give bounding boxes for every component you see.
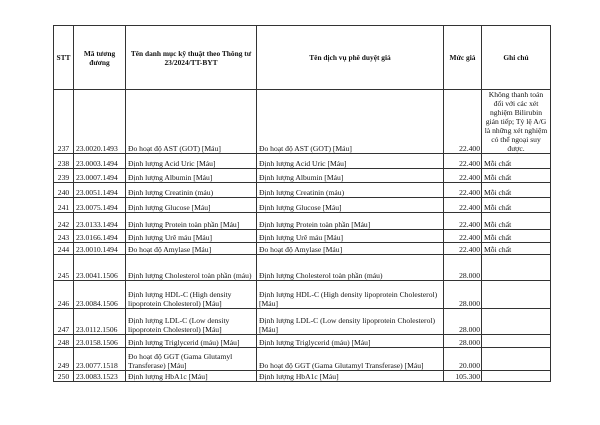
cell-name-service: Định lượng Triglycerid (máu) [Máu]	[257, 335, 444, 348]
cell-note: Mỗi chất	[482, 230, 551, 243]
cell-name-service: Định lượng Cholesterol toàn phần (máu)	[257, 255, 444, 281]
cell-code: 23.0010.1494	[74, 243, 126, 255]
header-stt: STT	[54, 26, 74, 90]
cell-note	[482, 255, 551, 281]
cell-name-service: Định lượng Protein toàn phần [Máu]	[257, 213, 444, 230]
header-code: Mã tương đương	[74, 26, 126, 90]
cell-stt: 242	[54, 213, 74, 230]
cell-note	[482, 371, 551, 382]
cell-price: 22.400	[444, 243, 482, 255]
cell-name-tt: Định lượng Albumin [Máu]	[126, 169, 257, 183]
cell-note	[482, 335, 551, 348]
cell-note: Mỗi chất	[482, 154, 551, 169]
cell-note	[482, 281, 551, 309]
cell-code: 23.0112.1506	[74, 309, 126, 335]
cell-code: 23.0051.1494	[74, 183, 126, 198]
table-row	[54, 198, 551, 213]
cell-name-tt: Định lượng HbA1c [Máu]	[126, 371, 257, 382]
cell-note	[482, 348, 551, 371]
cell-note: Mỗi chất	[482, 198, 551, 213]
cell-price: 105.300	[444, 371, 482, 382]
cell-code: 23.0003.1494	[74, 154, 126, 169]
price-table	[53, 25, 551, 382]
cell-stt: 248	[54, 335, 74, 348]
cell-code: 23.0041.1506	[74, 255, 126, 281]
cell-name-service: Định lượng Glucose [Máu]	[257, 198, 444, 213]
table-row	[54, 154, 551, 169]
cell-name-service: Định lượng Acid Uric [Máu]	[257, 154, 444, 169]
cell-note: Mỗi chất	[482, 243, 551, 255]
table-row	[54, 183, 551, 198]
cell-name-service: Định lượng Urê máu [Máu]	[257, 230, 444, 243]
cell-name-service: Đo hoạt độ Amylase [Máu]	[257, 243, 444, 255]
table-row	[54, 255, 551, 281]
table-row	[54, 309, 551, 335]
cell-code: 23.0158.1506	[74, 335, 126, 348]
cell-price: 22.400	[444, 198, 482, 213]
cell-price: 28.000	[444, 335, 482, 348]
cell-price: 22.400	[444, 154, 482, 169]
cell-price: 28.000	[444, 281, 482, 309]
cell-price: 28.000	[444, 309, 482, 335]
cell-price: 22.400	[444, 90, 482, 154]
table-row	[54, 213, 551, 230]
cell-code: 23.0083.1523	[74, 371, 126, 382]
cell-stt: 250	[54, 371, 74, 382]
cell-name-tt: Đo hoạt độ Amylase [Máu]	[126, 243, 257, 255]
table-row	[54, 243, 551, 255]
cell-price: 22.400	[444, 183, 482, 198]
cell-name-service: Định lượng HbA1c [Máu]	[257, 371, 444, 382]
header-name-service: Tên dịch vụ phê duyệt giá	[257, 26, 444, 90]
cell-name-tt: Định lượng Protein toàn phần [Máu]	[126, 213, 257, 230]
cell-code: 23.0084.1506	[74, 281, 126, 309]
cell-note: Không thanh toán đối với các xét nghiệm Bilirubin gián tiếp; Tỷ lệ A/G là những xét nghiệm có thể ngoại suy được.	[482, 90, 551, 154]
cell-price: 22.400	[444, 213, 482, 230]
cell-stt: 245	[54, 255, 74, 281]
table-row	[54, 281, 551, 309]
table-row	[54, 335, 551, 348]
cell-note: Mỗi chất	[482, 183, 551, 198]
cell-name-tt: Định lượng Cholesterol toàn phần (máu)	[126, 255, 257, 281]
cell-note	[482, 309, 551, 335]
cell-name-service: Định lượng Albumin [Máu]	[257, 169, 444, 183]
cell-note: Mỗi chất	[482, 169, 551, 183]
cell-stt: 246	[54, 281, 74, 309]
cell-name-tt: Định lượng Glucose [Máu]	[126, 198, 257, 213]
cell-stt: 238	[54, 154, 74, 169]
table-row	[54, 169, 551, 183]
cell-name-tt: Đo hoạt độ AST (GOT) [Máu]	[126, 90, 257, 154]
table-row	[54, 371, 551, 382]
cell-code: 23.0007.1494	[74, 169, 126, 183]
cell-stt: 237	[54, 90, 74, 154]
cell-code: 23.0077.1518	[74, 348, 126, 371]
cell-code: 23.0133.1494	[74, 213, 126, 230]
table-row	[54, 348, 551, 371]
header-note: Ghi chú	[482, 26, 551, 90]
cell-name-tt: Định lượng LDL-C (Low density lipoprotein Cholesterol) [Máu]	[126, 309, 257, 335]
cell-price: 22.400	[444, 169, 482, 183]
cell-name-tt: Định lượng Triglycerid (máu) [Máu]	[126, 335, 257, 348]
cell-name-service: Đo hoạt độ AST (GOT) [Máu]	[257, 90, 444, 154]
cell-stt: 244	[54, 243, 74, 255]
cell-name-tt: Định lượng Creatinin (máu)	[126, 183, 257, 198]
cell-stt: 243	[54, 230, 74, 243]
cell-note: Mỗi chất	[482, 213, 551, 230]
cell-stt: 249	[54, 348, 74, 371]
cell-name-service: Định lượng LDL-C (Low density lipoprotein Cholesterol) [Máu]	[257, 309, 444, 335]
cell-code: 23.0020.1493	[74, 90, 126, 154]
table-row	[54, 230, 551, 243]
cell-name-service: Định lượng Creatinin (máu)	[257, 183, 444, 198]
cell-stt: 241	[54, 198, 74, 213]
table-row	[54, 90, 551, 154]
cell-stt: 240	[54, 183, 74, 198]
cell-price: 20.000	[444, 348, 482, 371]
cell-stt: 239	[54, 169, 74, 183]
cell-price: 28.000	[444, 255, 482, 281]
cell-code: 23.0075.1494	[74, 198, 126, 213]
header-price: Mức giá	[444, 26, 482, 90]
cell-name-service: Định lượng HDL-C (High density lipoprotein Cholesterol) [Máu]	[257, 281, 444, 309]
cell-name-tt: Định lượng Urê máu [Máu]	[126, 230, 257, 243]
cell-name-service: Đo hoạt độ GGT (Gama Glutamyl Transferase) [Máu]	[257, 348, 444, 371]
cell-code: 23.0166.1494	[74, 230, 126, 243]
cell-name-tt: Định lượng Acid Uric [Máu]	[126, 154, 257, 169]
cell-name-tt: Định lượng HDL-C (High density lipoprotein Cholesterol) [Máu]	[126, 281, 257, 309]
header-row	[54, 26, 551, 90]
cell-stt: 247	[54, 309, 74, 335]
header-name-tt: Tên danh mục kỹ thuật theo Thông tư 23/2024/TT-BYT	[126, 26, 257, 90]
cell-name-tt: Đo hoạt độ GGT (Gama Glutamyl Transferase) [Máu]	[126, 348, 257, 371]
cell-price: 22.400	[444, 230, 482, 243]
